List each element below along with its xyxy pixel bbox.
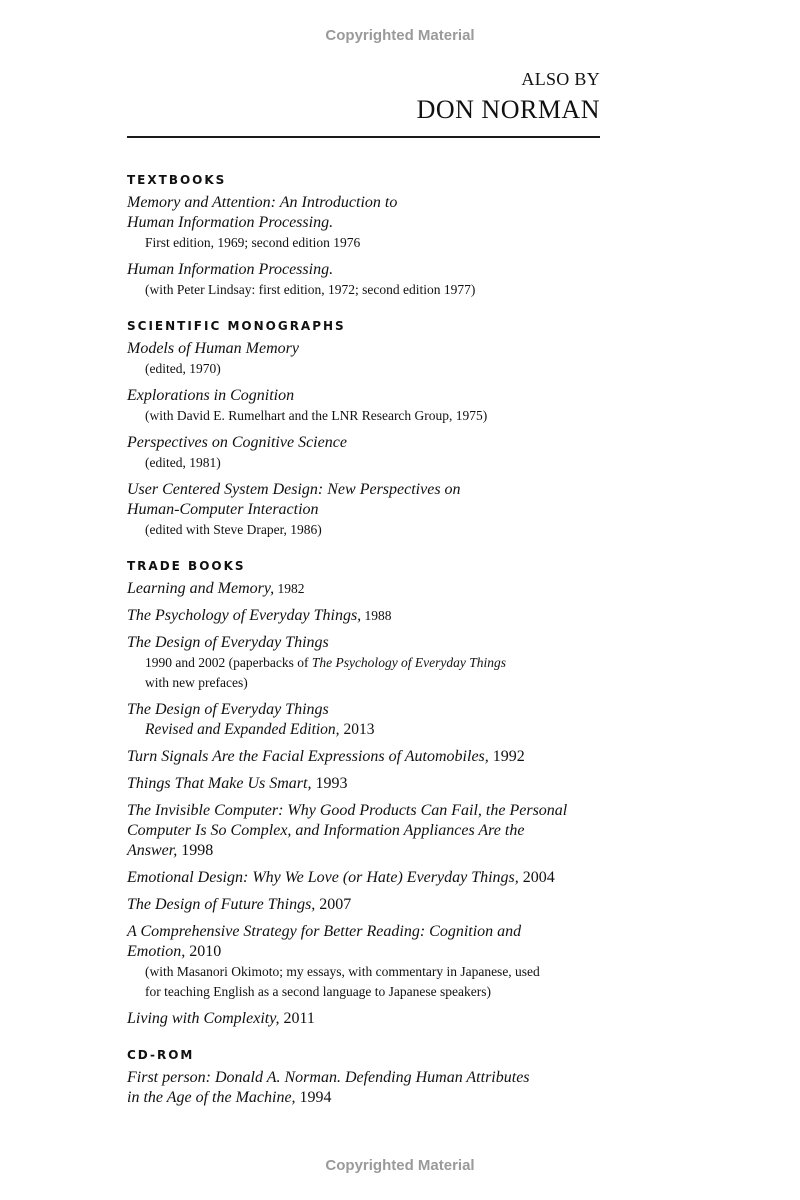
entry-note xyxy=(127,962,600,982)
section-heading: CD-ROM xyxy=(127,1048,195,1062)
publication-year: 1992 xyxy=(488,748,525,765)
book-title: The Design of Future Things, xyxy=(127,896,316,913)
book-title: Explorations in Cognition xyxy=(127,387,295,404)
entry-title-line xyxy=(127,942,600,962)
bibliography-entry xyxy=(127,193,600,253)
bibliography-entry xyxy=(127,1009,600,1029)
note-text: (with David E. Rumelhart and the LNR Research Group, 1975) xyxy=(145,408,488,423)
entry-title-line xyxy=(127,193,600,213)
book-title: Human-Computer Interaction xyxy=(127,501,319,518)
book-title: Emotional Design: Why We Love (or Hate) Everyday Things, xyxy=(127,869,519,886)
book-title: Answer, xyxy=(127,842,178,859)
also-by-label: ALSO BY xyxy=(521,69,600,89)
book-title: The Invisible Computer: Why Good Products Can Fail, the Personal xyxy=(127,802,568,819)
entry-title-line xyxy=(127,633,600,653)
book-title: Models of Human Memory xyxy=(127,340,299,357)
bibliography-entry xyxy=(127,433,600,473)
entry-title-line xyxy=(127,922,600,942)
book-title: Perspectives on Cognitive Science xyxy=(127,434,347,451)
entry-note xyxy=(127,982,600,1002)
entry-note xyxy=(127,280,600,300)
section-heading: SCIENTIFIC MONOGRAPHS xyxy=(127,319,346,333)
bibliography-entry xyxy=(127,747,600,767)
book-title: Learning and Memory, xyxy=(127,580,275,597)
entry-title-line xyxy=(127,386,600,406)
note-text: (edited with Steve Draper, 1986) xyxy=(145,522,322,537)
book-title: The Design of Everyday Things xyxy=(127,634,329,651)
bibliography-entry xyxy=(127,480,600,540)
bibliography-entry xyxy=(127,1068,600,1108)
entry-title-line xyxy=(127,1088,600,1108)
note-text: (edited, 1981) xyxy=(145,455,221,470)
book-page xyxy=(127,68,600,1126)
publication-year: 1982 xyxy=(274,581,305,596)
entry-note xyxy=(127,453,600,473)
book-title: Human Information Processing. xyxy=(127,214,334,231)
book-title: First person: Donald A. Norman. Defending Human Attributes xyxy=(127,1069,530,1086)
publication-year: 1994 xyxy=(295,1089,332,1106)
publication-year: 2011 xyxy=(279,1010,315,1027)
edition-year: 2013 xyxy=(339,721,375,738)
bibliography-entry xyxy=(127,922,600,1002)
entry-title-line xyxy=(127,260,600,280)
note-text: with new prefaces) xyxy=(145,675,248,690)
watermark-top: Copyrighted Material xyxy=(325,27,475,44)
entry-note xyxy=(127,673,600,693)
entry-title-line xyxy=(127,606,600,626)
entry-title-line xyxy=(127,1009,600,1029)
entry-title-line xyxy=(127,747,600,767)
section-textbooks xyxy=(127,172,600,300)
book-title: in the Age of the Machine, xyxy=(127,1089,296,1106)
note-text: for teaching English as a second language to Japanese speakers) xyxy=(145,984,491,999)
book-title: Turn Signals Are the Facial Expressions of Automobiles, xyxy=(127,748,489,765)
note-text: 1990 and 2002 (paperbacks of xyxy=(145,655,312,670)
bibliography-entry xyxy=(127,386,600,426)
entry-edition-line xyxy=(127,720,600,740)
bibliography xyxy=(127,172,600,1108)
publication-year: 1988 xyxy=(361,608,392,623)
bibliography-entry xyxy=(127,339,600,379)
bibliography-entry xyxy=(127,633,600,693)
header-rule xyxy=(127,136,600,138)
bibliography-entry xyxy=(127,895,600,915)
watermark-bottom: Copyrighted Material xyxy=(325,1157,475,1174)
publication-year: 2007 xyxy=(315,896,352,913)
book-title: The Psychology of Everyday Things, xyxy=(127,607,362,624)
book-title: Living with Complexity, xyxy=(127,1010,280,1027)
bibliography-entry xyxy=(127,606,600,626)
section-scientific-monographs xyxy=(127,318,600,540)
entry-note xyxy=(127,233,600,253)
entry-title-line xyxy=(127,480,600,500)
note-italic-title: The Psychology of Everyday Things xyxy=(311,655,507,670)
entry-title-line xyxy=(127,339,600,359)
author-name: DON NORMAN xyxy=(416,95,600,124)
section-heading: TEXTBOOKS xyxy=(127,173,227,187)
note-text: (with Masanori Okimoto; my essays, with commentary in Japanese, used xyxy=(145,964,540,979)
bibliography-entry xyxy=(127,774,600,794)
publication-year: 2004 xyxy=(518,869,555,886)
entry-title-line xyxy=(127,895,600,915)
entry-title-line xyxy=(127,841,600,861)
section-heading: TRADE BOOKS xyxy=(127,559,246,573)
publication-year: 1998 xyxy=(177,842,214,859)
note-text: (with Peter Lindsay: first edition, 1972; second edition 1977) xyxy=(145,282,476,297)
book-title: The Design of Everyday Things xyxy=(127,701,329,718)
note-text: (edited, 1970) xyxy=(145,361,221,376)
bibliography-entry xyxy=(127,801,600,861)
entry-title-line xyxy=(127,579,600,599)
publication-year: 2010 xyxy=(185,943,222,960)
bibliography-entry xyxy=(127,700,600,740)
book-title: A Comprehensive Strategy for Better Reading: Cognition and xyxy=(127,923,522,940)
entry-note xyxy=(127,359,600,379)
entry-title-line xyxy=(127,868,600,888)
publication-year: 1993 xyxy=(311,775,348,792)
entry-note xyxy=(127,653,600,673)
book-title: Memory and Attention: An Introduction to xyxy=(127,194,398,211)
entry-title-line xyxy=(127,433,600,453)
book-title: Human Information Processing. xyxy=(127,261,334,278)
section-cd-rom xyxy=(127,1047,600,1108)
entry-title-line xyxy=(127,213,600,233)
book-title: Computer Is So Complex, and Information Appliances Are the xyxy=(127,822,525,839)
book-title: Emotion, xyxy=(127,943,186,960)
entry-title-line xyxy=(127,500,600,520)
entry-title-line xyxy=(127,801,600,821)
entry-title-line xyxy=(127,821,600,841)
bibliography-entry xyxy=(127,260,600,300)
entry-note xyxy=(127,520,600,540)
section-trade-books xyxy=(127,558,600,1029)
entry-title-line xyxy=(127,700,600,720)
entry-title-line xyxy=(127,1068,600,1088)
entry-note xyxy=(127,406,600,426)
bibliography-entry xyxy=(127,579,600,599)
edition-title: Revised and Expanded Edition, xyxy=(145,721,340,738)
bibliography-entry xyxy=(127,868,600,888)
entry-title-line xyxy=(127,774,600,794)
book-title: User Centered System Design: New Perspectives on xyxy=(127,481,461,498)
book-title: Things That Make Us Smart, xyxy=(127,775,312,792)
note-text: First edition, 1969; second edition 1976 xyxy=(145,235,361,250)
